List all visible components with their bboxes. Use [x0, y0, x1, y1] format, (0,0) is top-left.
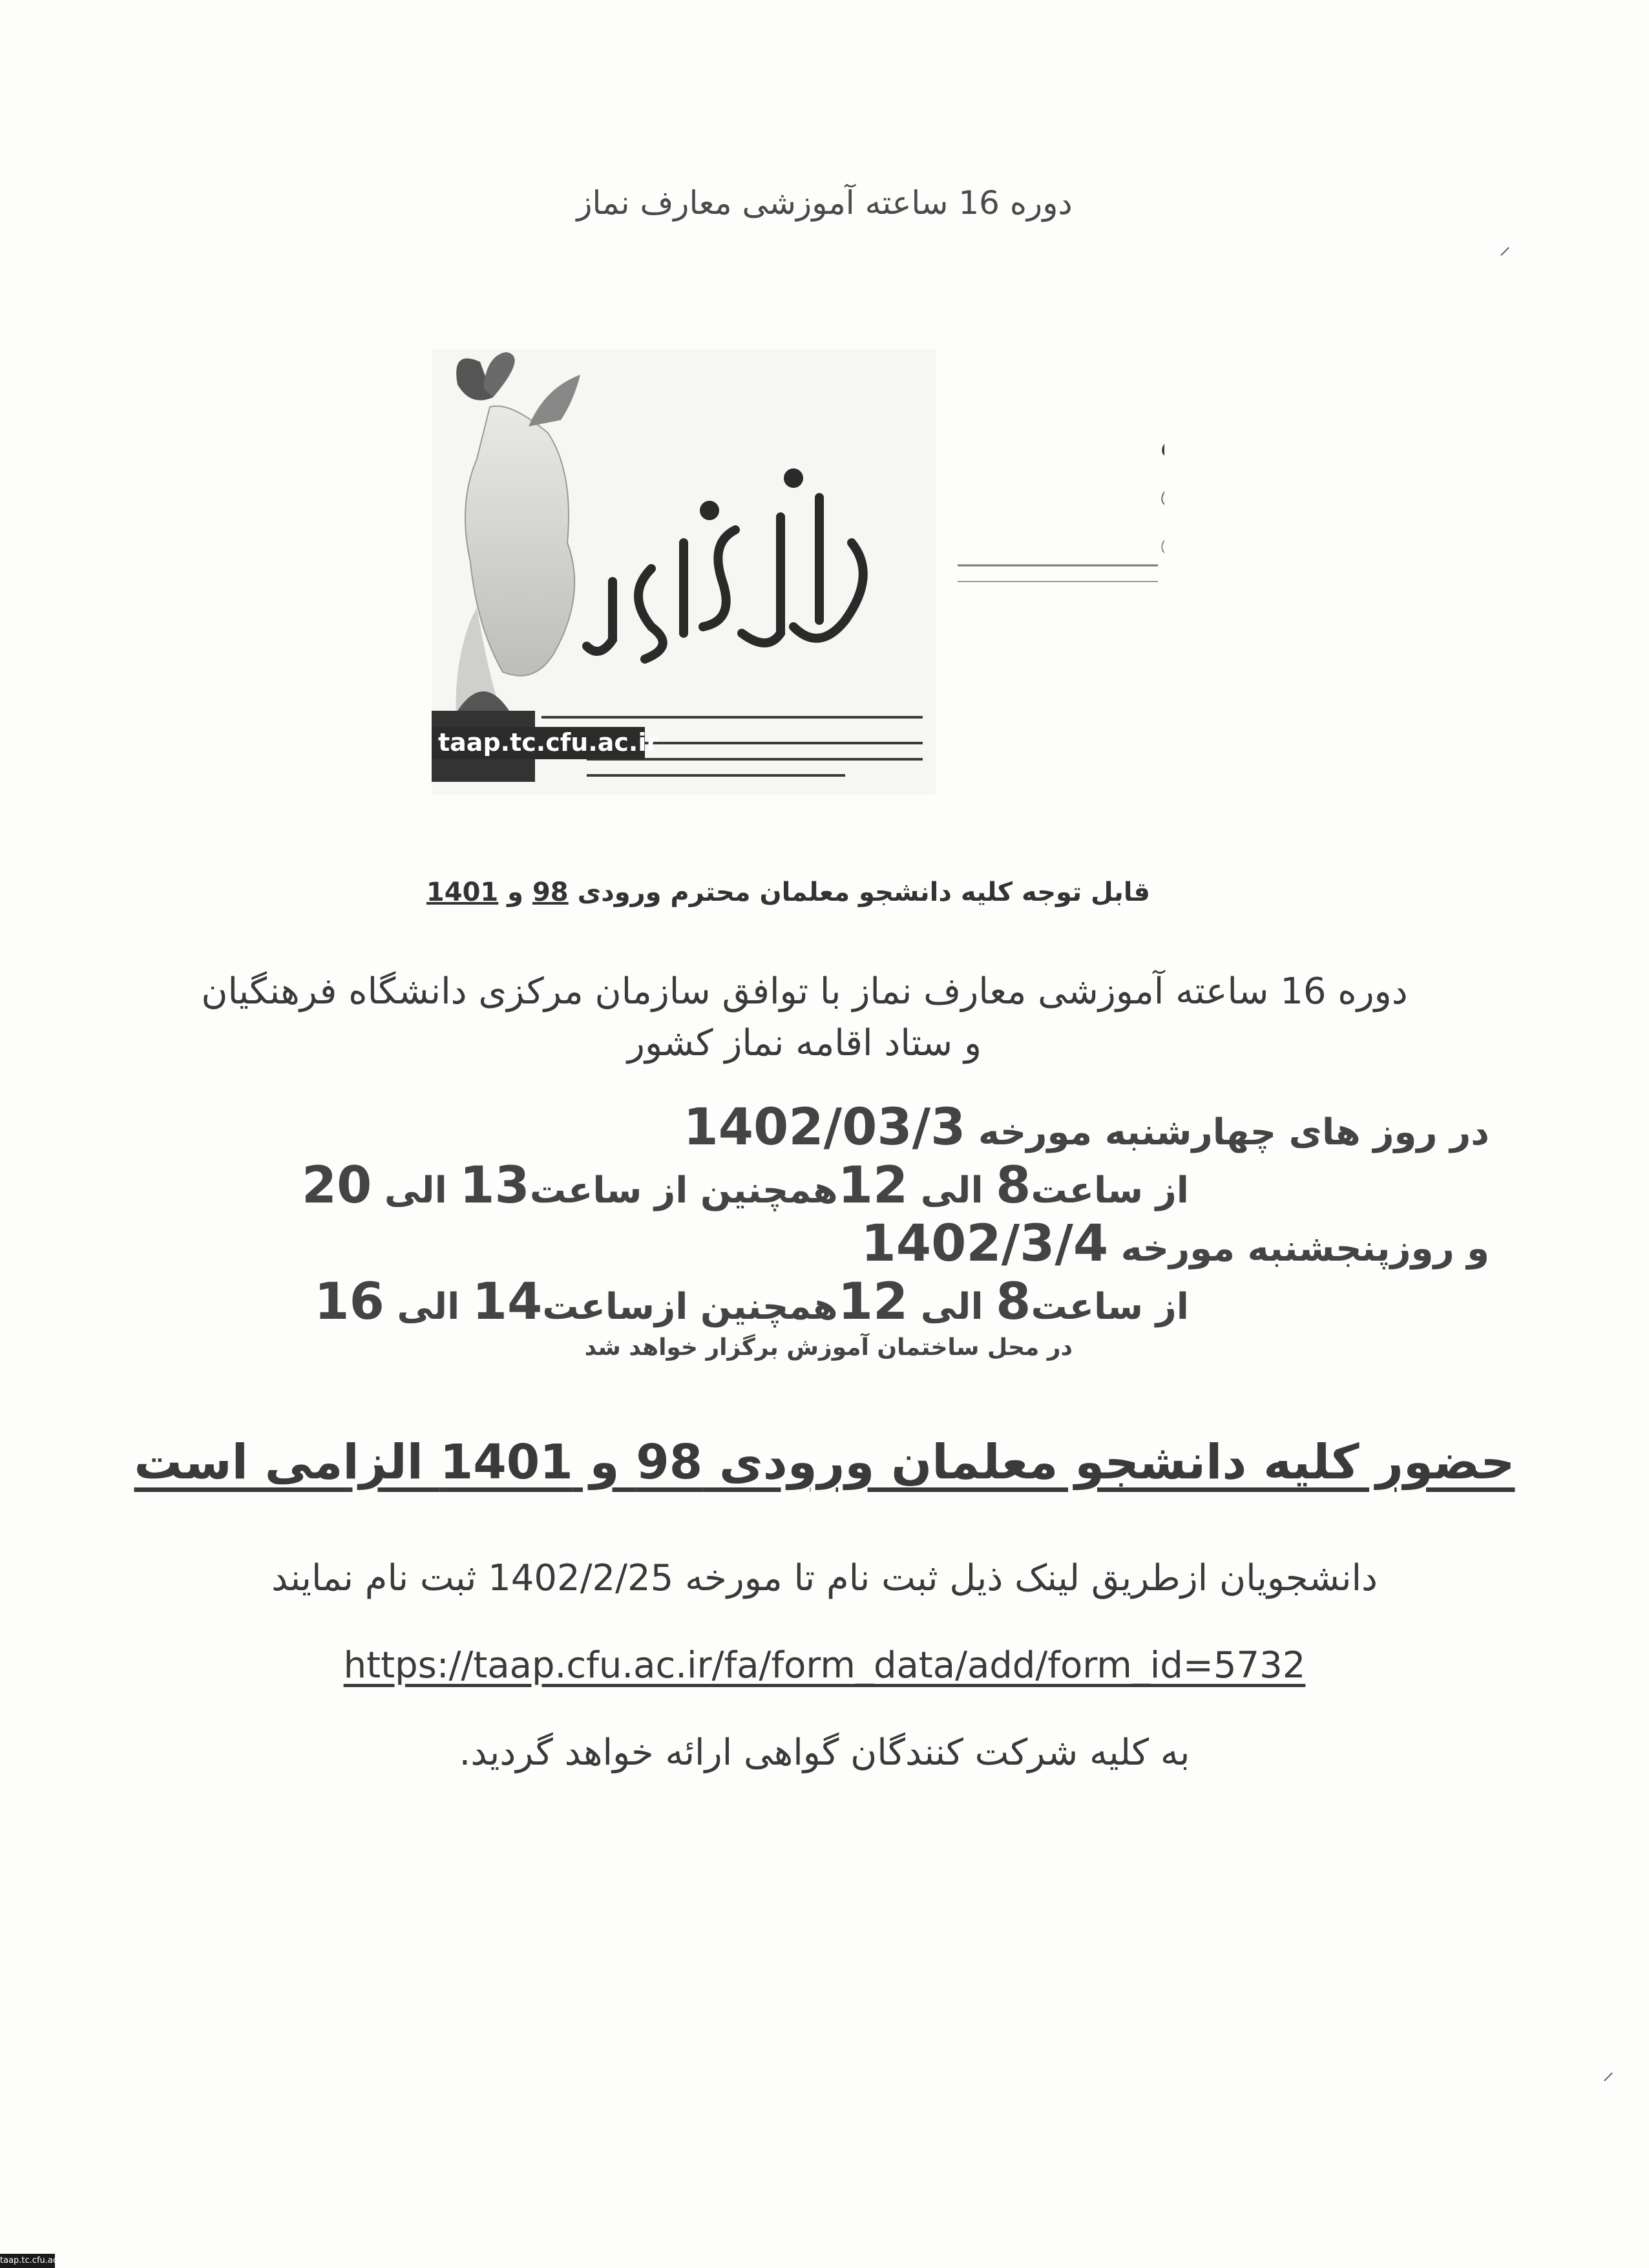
certificate-note: به کلیه شرکت کنندگان گواهی ارائه خواهد گردید. — [459, 1732, 1190, 1774]
day1-time-b: الی — [908, 1170, 996, 1212]
scan-mark-bottom: ⸝ — [1602, 2059, 1614, 2085]
schedule-day2-time-line — [0, 1273, 1189, 1331]
day1-time-d: الی — [372, 1170, 460, 1212]
day2-from: 8 — [996, 1273, 1031, 1331]
registration-link[interactable]: https://taap.cfu.ac.ir/fa/form_data/add/form_id=5732 — [343, 1644, 1306, 1686]
announcement-stamp — [945, 401, 1164, 588]
day2-to2: 16 — [314, 1273, 384, 1331]
day1-prefix: در روز های چهارشنبه مورخه — [965, 1111, 1489, 1153]
poster-site-label: taap.tc.cfu.ac.ir — [438, 728, 659, 757]
attention-year-98: 98 — [532, 877, 569, 907]
butterfly-icon — [456, 352, 514, 401]
day2-time-c: همچنین ازساعت — [542, 1286, 838, 1328]
footer-site-badge: taap.tc.cfu.ac.ir — [0, 2254, 55, 2268]
prayer-poster-image — [432, 349, 936, 795]
attention-conj: و — [498, 877, 532, 907]
intro-line-1: دوره 16 ساعته آموزشی معارف نماز با توافق سازمان مرکزی دانشگاه فرهنگیان — [201, 971, 1408, 1013]
venue-note: در محل ساختمان آموزش برگزار خواهد شد — [584, 1334, 1073, 1361]
day1-to2: 20 — [301, 1157, 372, 1215]
document-title: دوره 16 ساعته آموزشی معارف نماز — [576, 184, 1073, 222]
intro-line-2: و ستاد اقامه نماز کشور — [627, 1022, 982, 1064]
day2-time-a: از ساعت — [1031, 1286, 1189, 1328]
day2-time-d: الی — [384, 1286, 472, 1328]
day2-prefix: و روزپنجشنبه مورخه — [1108, 1228, 1489, 1270]
poster-illustration — [432, 349, 936, 795]
schedule-day1-date-line — [0, 1098, 1489, 1157]
day1-time-a: از ساعت — [1031, 1170, 1189, 1212]
calligraphy-artwork — [587, 473, 863, 659]
day1-date: 1402/03/3 — [683, 1098, 966, 1157]
schedule-day2-date-line — [0, 1215, 1489, 1273]
registration-instruction: دانشجویان ازطریق لینک ذیل ثبت نام تا مورخه 1402/2/25 ثبت نام نمایند — [271, 1557, 1378, 1599]
day2-date: 1402/3/4 — [861, 1215, 1109, 1273]
day1-from: 8 — [996, 1157, 1031, 1215]
schedule-day1-time-line — [0, 1157, 1189, 1215]
attention-prefix: قابل توجه کلیه دانشجو معلمان محترم ورودی — [568, 877, 1150, 907]
mandatory-attendance-notice: حضور کلیه دانشجو معلمان ورودی 98 و 1401 الزامی است — [134, 1434, 1515, 1490]
day2-time-b: الی — [908, 1286, 996, 1328]
scan-mark-top: ⸝ — [1499, 233, 1511, 260]
attention-line — [0, 877, 1150, 907]
stamp-word-3 — [1158, 498, 1164, 571]
raised-hand — [529, 375, 580, 426]
day2-from2: 14 — [472, 1273, 543, 1331]
intro-paragraph — [129, 966, 1480, 1069]
day2-to: 12 — [837, 1273, 909, 1331]
attention-year-1401: 1401 — [426, 877, 499, 907]
day1-from2: 13 — [459, 1157, 530, 1215]
announcement-stamp-graphic — [945, 401, 1164, 588]
day1-time-c: همچنین از ساعت — [529, 1170, 838, 1212]
day1-to: 12 — [837, 1157, 909, 1215]
